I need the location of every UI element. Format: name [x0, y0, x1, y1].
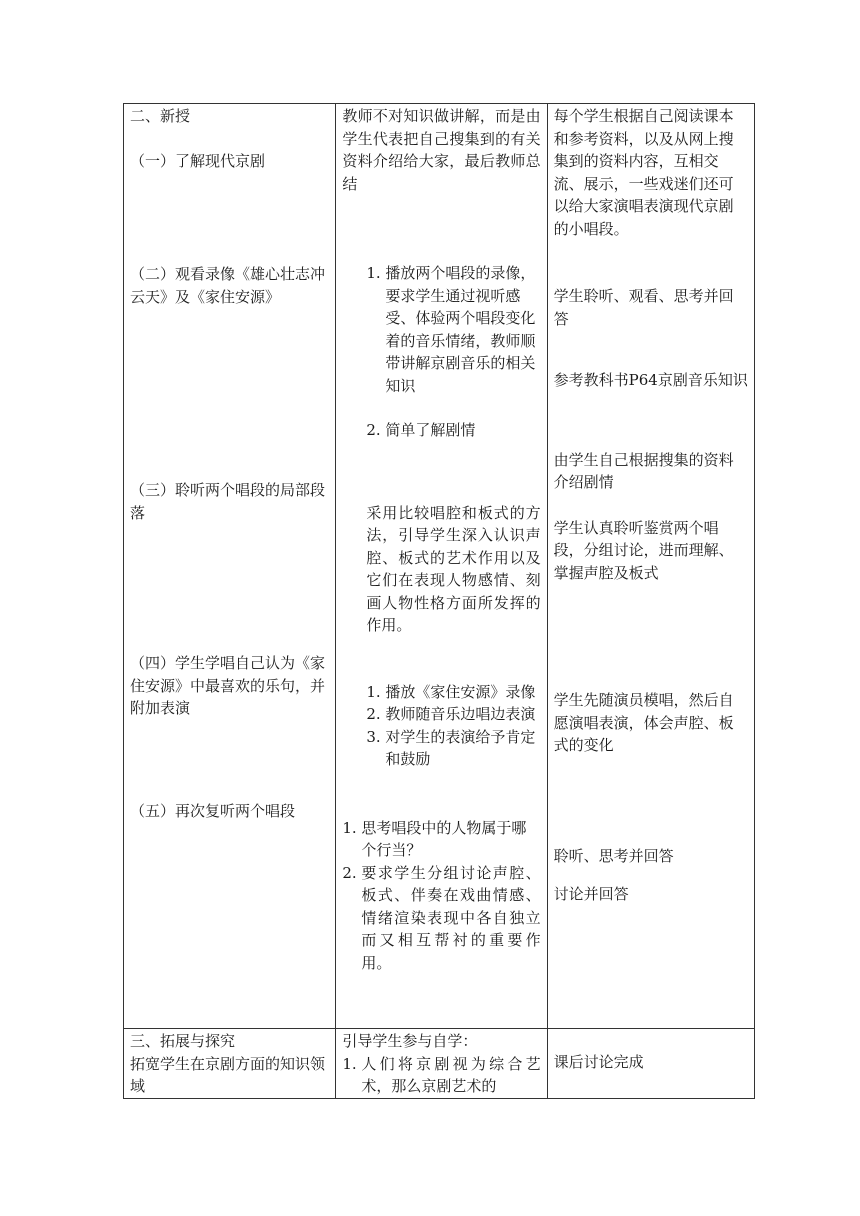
subsection-4: （四）学生学唱自己认为《家住安源》中最喜欢的乐句，并附加表演	[130, 654, 326, 717]
lesson-plan-table	[123, 103, 755, 1099]
teacher-activity-2: 采用比较唱腔和板式的方法，引导学生深入认识声腔、板式的艺术作用以及它们在表现人物感情、刻画人物性格方面所发挥的作用。	[366, 503, 541, 634]
list-number: 3.	[366, 727, 381, 746]
extension-intro: 引导学生参与自学：	[342, 1032, 478, 1050]
list-item	[366, 419, 540, 442]
section-heading: 三、拓展与探究	[130, 1032, 236, 1050]
list-text: 简单了解剧情	[385, 421, 476, 439]
list-item	[342, 817, 540, 862]
list-item	[366, 262, 540, 397]
teacher-activity-1: 教师不对知识做讲解，而是由学生代表把自己搜集到的有关资料介绍给大家，最后教师总结	[342, 107, 541, 193]
list-text: 思考唱段中的人物属于哪个行当？	[361, 818, 527, 859]
list-text: 播放《家住安源》录像	[385, 682, 536, 701]
extension-goal: 拓宽学生在京剧方面的知识领域	[130, 1054, 326, 1095]
cell-new-lesson-content	[124, 104, 336, 1029]
list-text: 播放两个唱段的录像，要求学生通过视听感受、体验两个唱段变化着的音乐情绪，教师顺带讲解京剧音乐的相关知识	[385, 264, 536, 395]
extension-student-activity: 课后讨论完成	[553, 1053, 644, 1071]
list-item	[342, 862, 540, 975]
list-number: 1.	[342, 1054, 357, 1073]
list-text: 人们将京剧视为综合艺术，那么京剧艺术的	[361, 1054, 541, 1095]
list-text: 教师随音乐边唱边表演	[385, 705, 536, 723]
list-item	[342, 1053, 540, 1098]
teacher-list-c	[342, 817, 540, 975]
student-activity-7: 聆听、思考并回答	[553, 846, 674, 865]
list-number: 1.	[366, 264, 381, 282]
subsection-2: （二）观看录像《雄心壮志冲云天》及《家住安源》	[130, 265, 326, 306]
list-item	[366, 681, 540, 704]
subsection-5: （五）再次复听两个唱段	[130, 801, 296, 820]
teacher-list-a	[342, 262, 540, 442]
list-number: 2.	[342, 863, 357, 882]
cell-new-lesson-student	[547, 104, 754, 1029]
cell-extension-content	[124, 1029, 336, 1099]
subsection-3: （三）聆听两个唱段的局部段落	[130, 481, 326, 522]
section-heading: 二、新授	[130, 107, 191, 125]
student-activity-4: 由学生自己根据搜集的资料介绍剧情	[553, 450, 734, 491]
student-activity-6: 学生先随演员模唱，然后自愿演唱表演，体会声腔、板式的变化	[553, 691, 734, 754]
list-item	[366, 726, 540, 771]
subsection-1: （一）了解现代京剧	[130, 151, 266, 170]
list-number: 1.	[342, 818, 357, 837]
student-activity-8: 讨论并回答	[553, 885, 629, 903]
cell-extension-student	[547, 1029, 754, 1099]
cell-new-lesson-teacher	[336, 104, 547, 1029]
list-number: 2.	[366, 421, 381, 439]
list-text: 要求学生分组讨论声腔、板式、伴奏在戏曲情感、情绪渲染表现中各自独立而又相互帮衬的重要作用。	[361, 863, 541, 972]
teacher-list-b	[342, 681, 540, 771]
list-number: 2.	[366, 705, 381, 723]
student-activity-1: 每个学生根据自己阅读课本和参考资料，以及从网上搜集到的资料内容，互相交流、展示，一些戏迷们还可以给大家演唱表演现代京剧的小唱段。	[553, 107, 734, 238]
list-item	[366, 703, 540, 726]
student-activity-5: 学生认真聆听鉴赏两个唱段，分组讨论，进而理解、掌握声腔及板式	[553, 518, 734, 582]
cell-extension-teacher	[336, 1029, 547, 1099]
student-activity-2: 学生聆听、观看、思考并回答	[553, 287, 734, 328]
table-row-extension	[124, 1029, 755, 1099]
student-activity-3: 参考教科书P64京剧音乐知识	[553, 371, 748, 389]
list-text: 对学生的表演给予肯定和鼓励	[385, 727, 536, 768]
list-number: 1.	[366, 682, 381, 701]
table-row-new-lesson	[124, 104, 755, 1029]
